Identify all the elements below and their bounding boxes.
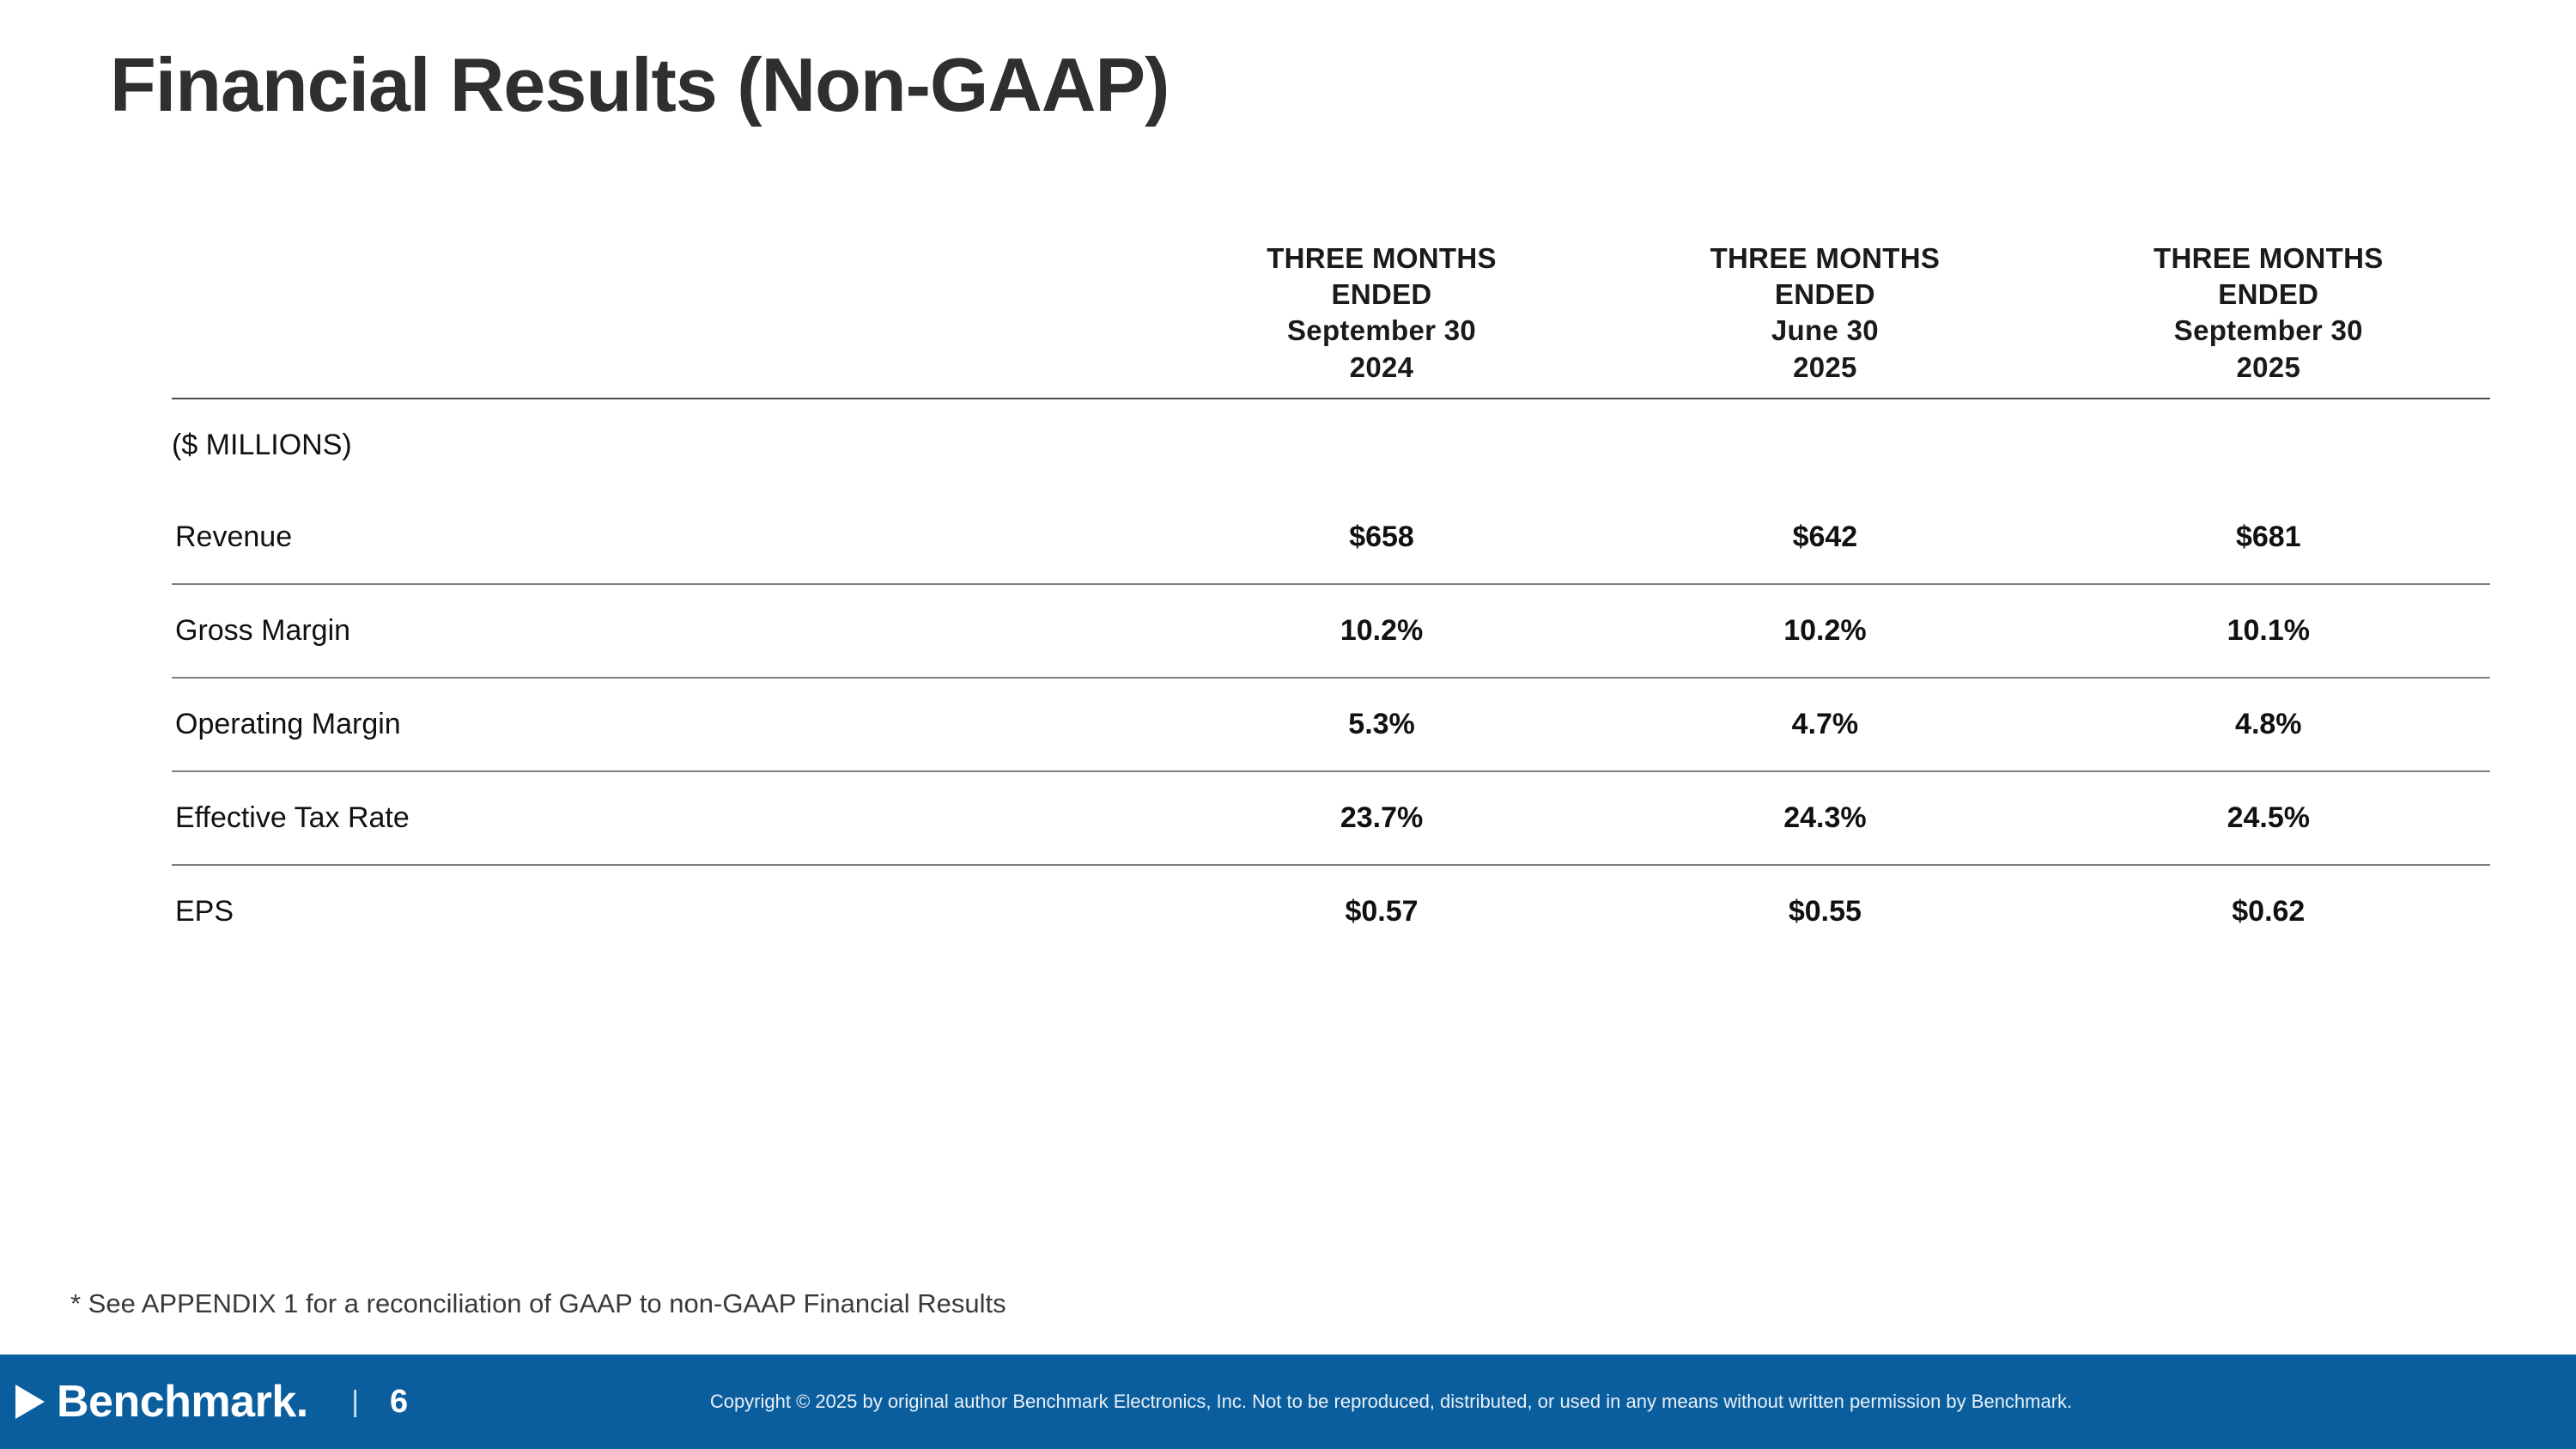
- table-row: [172, 584, 2490, 678]
- cell-gross-margin-sep30-2024: 10.2%: [1160, 584, 1603, 678]
- table-row: [172, 865, 2490, 958]
- row-label-eps: EPS: [175, 894, 234, 928]
- financial-results-table-container: [172, 240, 2490, 958]
- table-row: [172, 491, 2490, 584]
- column-header-line1: THREE MONTHS: [1710, 242, 1941, 274]
- cell-revenue-sep30-2024: $658: [1160, 491, 1603, 584]
- table-body: [172, 399, 2490, 958]
- column-header-line2: ENDED: [1331, 278, 1432, 311]
- copyright-notice: Copyright © 2025 by original author Benchmark Electronics, Inc. Not to be reproduced, distributed, or used in any means without written permission by Benchmark.: [709, 1391, 2073, 1412]
- page-title: Financial Results (Non-GAAP): [110, 42, 1170, 127]
- logo-wordmark: Benchmark: [57, 1377, 296, 1427]
- units-spacer-3: [2047, 399, 2490, 491]
- column-header-rowlabel: [172, 240, 1160, 399]
- cell-operating-margin-jun30-2025: 4.7%: [1603, 678, 2046, 771]
- column-header-line4: 2025: [1793, 350, 1857, 383]
- units-spacer-1: [1160, 399, 1603, 491]
- table-row: [172, 771, 2490, 865]
- footer-separator: |: [351, 1385, 360, 1418]
- units-label: ($ MILLIONS): [172, 428, 352, 461]
- arrow-icon: [15, 1385, 45, 1419]
- row-label-gross-margin: Gross Margin: [172, 584, 1160, 678]
- units-row: [172, 399, 2490, 491]
- footer-bar: [0, 1355, 2576, 1449]
- logo-dot: .: [295, 1377, 309, 1427]
- row-label-effective-tax-rate: Effective Tax Rate: [172, 771, 1160, 865]
- column-header-line2: ENDED: [1774, 278, 1875, 311]
- benchmark-logo: [15, 1377, 309, 1427]
- column-header-sep30-2025: [2047, 240, 2490, 399]
- column-header-line4: 2025: [2236, 350, 2301, 383]
- column-header-line4: 2024: [1349, 350, 1414, 383]
- column-header-sep30-2024: [1160, 240, 1603, 399]
- page-number: 6: [390, 1383, 409, 1420]
- row-label-operating-margin: Operating Margin: [172, 678, 1160, 771]
- table-header-row: [172, 240, 2490, 399]
- units-spacer-2: [1603, 399, 2046, 491]
- cell-effective-tax-rate-sep30-2024: 23.7%: [1160, 771, 1603, 865]
- cell-operating-margin-sep30-2025: 4.8%: [2047, 678, 2490, 771]
- table-header: [172, 240, 2490, 399]
- cell-operating-margin-sep30-2024: 5.3%: [1160, 678, 1603, 771]
- financial-results-table: [172, 240, 2490, 958]
- column-header-line3: September 30: [1287, 314, 1477, 347]
- cell-eps-sep30-2024: $0.57: [1345, 894, 1419, 928]
- cell-eps-jun30-2025: $0.55: [1788, 894, 1862, 928]
- footnote: * See APPENDIX 1 for a reconciliation of GAAP to non-GAAP Financial Results: [70, 1288, 1006, 1318]
- column-header-line2: ENDED: [2218, 278, 2319, 311]
- cell-effective-tax-rate-sep30-2025: 24.5%: [2047, 771, 2490, 865]
- cell-gross-margin-jun30-2025: 10.2%: [1603, 584, 2046, 678]
- column-header-jun30-2025: [1603, 240, 2046, 399]
- row-label-revenue: Revenue: [172, 491, 1160, 584]
- cell-revenue-jun30-2025: $642: [1603, 491, 2046, 584]
- column-header-line1: THREE MONTHS: [2153, 242, 2384, 274]
- column-header-line3: June 30: [1771, 314, 1879, 347]
- table-row: [172, 678, 2490, 771]
- column-header-line3: September 30: [2173, 314, 2363, 347]
- column-header-line1: THREE MONTHS: [1267, 242, 1497, 274]
- cell-gross-margin-sep30-2025: 10.1%: [2047, 584, 2490, 678]
- cell-effective-tax-rate-jun30-2025: 24.3%: [1603, 771, 2046, 865]
- cell-revenue-sep30-2025: $681: [2047, 491, 2490, 584]
- cell-eps-sep30-2025: $0.62: [2232, 894, 2306, 928]
